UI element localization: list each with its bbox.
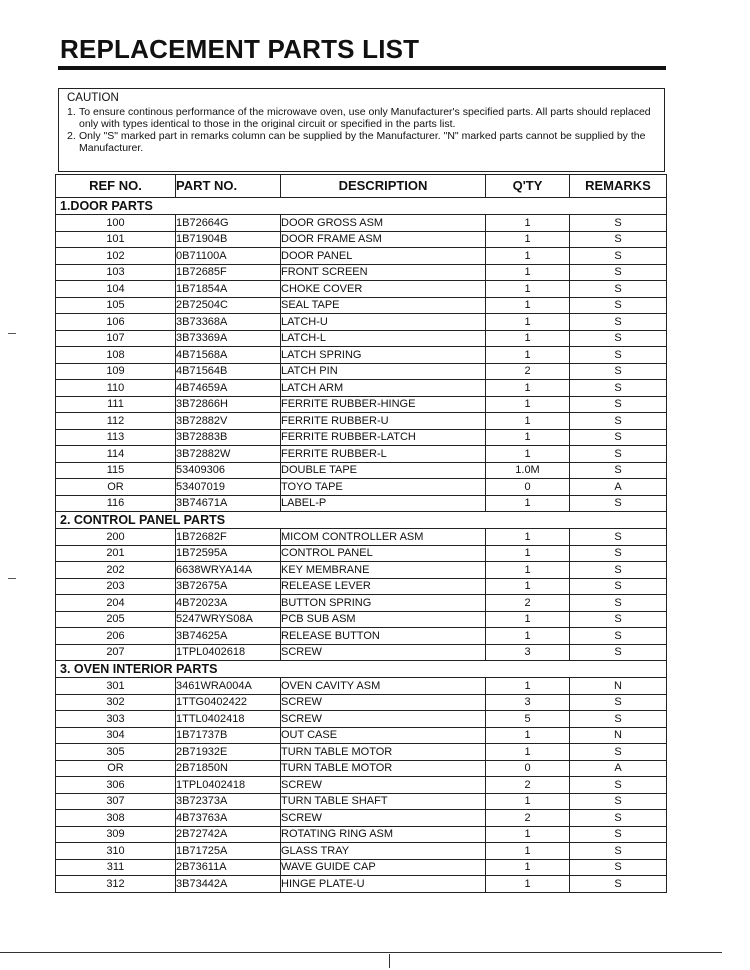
quantity-cell: 0 [486,479,570,496]
footer-line [0,952,722,953]
table-row [56,678,667,695]
part-no-cell: 4B72023A [176,595,281,612]
ref-no-cell: 109 [56,363,176,380]
parts-table [55,174,667,893]
ref-no-cell: 114 [56,446,176,463]
ref-no-cell: 116 [56,495,176,512]
remarks-cell: S [570,396,667,413]
quantity-cell: 1 [486,843,570,860]
quantity-cell: 1 [486,231,570,248]
part-no-cell: 1B72685F [176,264,281,281]
table-row [56,578,667,595]
ref-no-cell: 303 [56,711,176,728]
section-title: 3. OVEN INTERIOR PARTS [56,661,667,678]
quantity-cell: 1 [486,446,570,463]
remarks-cell: A [570,760,667,777]
description-cell: SCREW [281,810,486,827]
table-row [56,810,667,827]
description-cell: DOOR GROSS ASM [281,215,486,232]
part-no-cell: 1TTG0402422 [176,694,281,711]
table-row [56,595,667,612]
description-cell: LATCH ARM [281,380,486,397]
part-no-cell: 6638WRYA14A [176,562,281,579]
part-no-cell: 1B72682F [176,529,281,546]
remarks-cell: S [570,314,667,331]
table-header-row [56,175,667,198]
ref-no-cell: 305 [56,744,176,761]
remarks-cell: S [570,744,667,761]
table-row [56,876,667,893]
quantity-cell: 1 [486,314,570,331]
part-no-cell: 1B71854A [176,281,281,298]
remarks-cell: S [570,578,667,595]
quantity-cell: 1 [486,611,570,628]
ref-no-cell: 301 [56,678,176,695]
quantity-cell: 1 [486,413,570,430]
part-no-cell: 4B71564B [176,363,281,380]
section-title: 2. CONTROL PANEL PARTS [56,512,667,529]
table-row [56,446,667,463]
table-row [56,694,667,711]
remarks-cell: S [570,215,667,232]
ref-no-cell: 104 [56,281,176,298]
part-no-cell: 3B74625A [176,628,281,645]
quantity-cell: 1 [486,793,570,810]
description-cell: LATCH-U [281,314,486,331]
header-part-no: PART NO. [176,175,281,198]
ref-no-cell: 106 [56,314,176,331]
table-row [56,462,667,479]
remarks-cell: S [570,529,667,546]
remarks-cell: S [570,826,667,843]
ref-no-cell: 113 [56,429,176,446]
description-cell: FERRITE RUBBER-HINGE [281,396,486,413]
ref-no-cell: 207 [56,644,176,661]
quantity-cell: 1 [486,744,570,761]
table-row [56,529,667,546]
remarks-cell: S [570,711,667,728]
description-cell: LATCH-L [281,330,486,347]
description-cell: PCB SUB ASM [281,611,486,628]
table-row [56,380,667,397]
ref-no-cell: 204 [56,595,176,612]
description-cell: CONTROL PANEL [281,545,486,562]
table-row [56,330,667,347]
description-cell: RELEASE BUTTON [281,628,486,645]
part-no-cell: 2B72742A [176,826,281,843]
caution-item-text: Only "S" marked part in remarks column can be supplied by the Manufacturer. "N" marked parts cannot be supplied by the Manufacturer. [79,130,646,154]
quantity-cell: 1 [486,380,570,397]
quantity-cell: 3 [486,644,570,661]
section-title: 1.DOOR PARTS [56,198,667,215]
quantity-cell: 1 [486,826,570,843]
table-row [56,777,667,794]
description-cell: FERRITE RUBBER-L [281,446,486,463]
table-row [56,231,667,248]
section-header-row [56,661,667,678]
caution-item [67,106,654,130]
remarks-cell: S [570,462,667,479]
quantity-cell: 1 [486,281,570,298]
quantity-cell: 2 [486,595,570,612]
description-cell: TURN TABLE MOTOR [281,744,486,761]
ref-no-cell: 112 [56,413,176,430]
part-no-cell: 3B73369A [176,330,281,347]
ref-no-cell: 309 [56,826,176,843]
part-no-cell: 2B73611A [176,859,281,876]
ref-no-cell: 103 [56,264,176,281]
remarks-cell: S [570,281,667,298]
page-title: REPLACEMENT PARTS LIST [60,34,420,64]
description-cell: CHOKE COVER [281,281,486,298]
ref-no-cell: OR [56,479,176,496]
ref-no-cell: 307 [56,793,176,810]
caution-heading: CAUTION [67,92,119,104]
ref-no-cell: 202 [56,562,176,579]
quantity-cell: 1 [486,429,570,446]
table-row [56,711,667,728]
quantity-cell: 1 [486,876,570,893]
remarks-cell: S [570,446,667,463]
description-cell: LATCH PIN [281,363,486,380]
description-cell: MICOM CONTROLLER ASM [281,529,486,546]
description-cell: KEY MEMBRANE [281,562,486,579]
quantity-cell: 1 [486,215,570,232]
part-no-cell: 2B72504C [176,297,281,314]
part-no-cell: 3B72866H [176,396,281,413]
caution-item [67,130,654,154]
remarks-cell: S [570,777,667,794]
table-row [56,314,667,331]
table-row [56,413,667,430]
remarks-cell: S [570,562,667,579]
part-no-cell: 1B72664G [176,215,281,232]
description-cell: HINGE PLATE-U [281,876,486,893]
remarks-cell: S [570,545,667,562]
description-cell: LABEL-P [281,495,486,512]
remarks-cell: S [570,694,667,711]
title-underline [58,66,666,70]
caution-item-number: 2. [67,130,76,142]
remarks-cell: A [570,479,667,496]
quantity-cell: 5 [486,711,570,728]
remarks-cell: S [570,859,667,876]
section-header-row [56,512,667,529]
description-cell: FERRITE RUBBER-U [281,413,486,430]
part-no-cell: 1TPL0402618 [176,644,281,661]
part-no-cell: 53407019 [176,479,281,496]
table-row [56,644,667,661]
table-row [56,215,667,232]
part-no-cell: 1B72595A [176,545,281,562]
description-cell: DOUBLE TAPE [281,462,486,479]
caution-item-text: To ensure continous performance of the microwave oven, use only Manufacturer's specified parts. All parts should replaced only with types identical to those in the original circuit or specified in the parts list. [79,106,651,130]
part-no-cell: 2B71932E [176,744,281,761]
remarks-cell: S [570,347,667,364]
ref-no-cell: 110 [56,380,176,397]
quantity-cell: 1 [486,297,570,314]
quantity-cell: 2 [486,777,570,794]
table-row [56,859,667,876]
description-cell: FRONT SCREEN [281,264,486,281]
quantity-cell: 1 [486,330,570,347]
quantity-cell: 1 [486,678,570,695]
quantity-cell: 1 [486,545,570,562]
part-no-cell: 3B74671A [176,495,281,512]
header-quantity: Q'TY [486,175,570,198]
part-no-cell: 3B72883B [176,429,281,446]
remarks-cell: N [570,678,667,695]
description-cell: LATCH SPRING [281,347,486,364]
section-header-row [56,198,667,215]
description-cell: DOOR PANEL [281,248,486,265]
margin-tick [8,578,16,579]
description-cell: ROTATING RING ASM [281,826,486,843]
quantity-cell: 1 [486,495,570,512]
description-cell: DOOR FRAME ASM [281,231,486,248]
ref-no-cell: 206 [56,628,176,645]
header-description: DESCRIPTION [281,175,486,198]
description-cell: RELEASE LEVER [281,578,486,595]
table-row [56,363,667,380]
table-row [56,396,667,413]
quantity-cell: 2 [486,363,570,380]
description-cell: SCREW [281,777,486,794]
margin-tick [8,333,16,334]
remarks-cell: S [570,876,667,893]
description-cell: TURN TABLE MOTOR [281,760,486,777]
remarks-cell: N [570,727,667,744]
part-no-cell: 3461WRA004A [176,678,281,695]
description-cell: SEAL TAPE [281,297,486,314]
table-row [56,727,667,744]
table-row [56,429,667,446]
description-cell: SCREW [281,694,486,711]
ref-no-cell: 200 [56,529,176,546]
remarks-cell: S [570,264,667,281]
part-no-cell: 2B71850N [176,760,281,777]
remarks-cell: S [570,628,667,645]
ref-no-cell: 312 [56,876,176,893]
part-no-cell: 3B73368A [176,314,281,331]
part-no-cell: 3B72882W [176,446,281,463]
part-no-cell: 1TPL0402418 [176,777,281,794]
remarks-cell: S [570,495,667,512]
quantity-cell: 1 [486,859,570,876]
table-row [56,264,667,281]
ref-no-cell: 302 [56,694,176,711]
part-no-cell: 1B71904B [176,231,281,248]
table-row [56,248,667,265]
ref-no-cell: 108 [56,347,176,364]
table-row [56,347,667,364]
table-row [56,281,667,298]
caution-item-number: 1. [67,106,76,118]
part-no-cell: 3B72882V [176,413,281,430]
remarks-cell: S [570,297,667,314]
quantity-cell: 2 [486,810,570,827]
ref-no-cell: 205 [56,611,176,628]
remarks-cell: S [570,810,667,827]
ref-no-cell: 115 [56,462,176,479]
quantity-cell: 1 [486,264,570,281]
part-no-cell: 4B74659A [176,380,281,397]
footer-tick [389,954,390,968]
quantity-cell: 1 [486,529,570,546]
table-row [56,479,667,496]
part-no-cell: 4B71568A [176,347,281,364]
ref-no-cell: 306 [56,777,176,794]
part-no-cell: 1TTL0402418 [176,711,281,728]
part-no-cell: 53409306 [176,462,281,479]
table-row [56,826,667,843]
quantity-cell: 1 [486,628,570,645]
ref-no-cell: 102 [56,248,176,265]
parts-table-body [56,198,667,893]
quantity-cell: 1 [486,347,570,364]
remarks-cell: S [570,413,667,430]
remarks-cell: S [570,248,667,265]
quantity-cell: 1.0M [486,462,570,479]
description-cell: FERRITE RUBBER-LATCH [281,429,486,446]
ref-no-cell: 311 [56,859,176,876]
quantity-cell: 1 [486,562,570,579]
quantity-cell: 0 [486,760,570,777]
ref-no-cell: 308 [56,810,176,827]
table-row [56,793,667,810]
table-row [56,611,667,628]
ref-no-cell: 310 [56,843,176,860]
remarks-cell: S [570,611,667,628]
remarks-cell: S [570,793,667,810]
description-cell: TURN TABLE SHAFT [281,793,486,810]
part-no-cell: 1B71725A [176,843,281,860]
quantity-cell: 1 [486,578,570,595]
quantity-cell: 1 [486,727,570,744]
table-row [56,744,667,761]
ref-no-cell: 201 [56,545,176,562]
table-row [56,843,667,860]
part-no-cell: 3B73442A [176,876,281,893]
remarks-cell: S [570,330,667,347]
remarks-cell: S [570,380,667,397]
table-row [56,562,667,579]
description-cell: SCREW [281,711,486,728]
table-row [56,495,667,512]
remarks-cell: S [570,363,667,380]
description-cell: OUT CASE [281,727,486,744]
table-row [56,297,667,314]
table-row [56,545,667,562]
ref-no-cell: 101 [56,231,176,248]
description-cell: BUTTON SPRING [281,595,486,612]
remarks-cell: S [570,429,667,446]
part-no-cell: 4B73763A [176,810,281,827]
ref-no-cell: 107 [56,330,176,347]
description-cell: GLASS TRAY [281,843,486,860]
quantity-cell: 3 [486,694,570,711]
caution-box [58,88,665,172]
ref-no-cell: 100 [56,215,176,232]
description-cell: TOYO TAPE [281,479,486,496]
quantity-cell: 1 [486,248,570,265]
ref-no-cell: 111 [56,396,176,413]
ref-no-cell: OR [56,760,176,777]
part-no-cell: 1B71737B [176,727,281,744]
ref-no-cell: 105 [56,297,176,314]
part-no-cell: 5247WRYS08A [176,611,281,628]
header-remarks: REMARKS [570,175,667,198]
remarks-cell: S [570,644,667,661]
remarks-cell: S [570,843,667,860]
ref-no-cell: 304 [56,727,176,744]
remarks-cell: S [570,595,667,612]
part-no-cell: 3B72373A [176,793,281,810]
part-no-cell: 3B72675A [176,578,281,595]
table-row [56,628,667,645]
description-cell: WAVE GUIDE CAP [281,859,486,876]
part-no-cell: 0B71100A [176,248,281,265]
remarks-cell: S [570,231,667,248]
table-row [56,760,667,777]
ref-no-cell: 203 [56,578,176,595]
header-ref-no: REF NO. [56,175,176,198]
quantity-cell: 1 [486,396,570,413]
description-cell: SCREW [281,644,486,661]
description-cell: OVEN CAVITY ASM [281,678,486,695]
